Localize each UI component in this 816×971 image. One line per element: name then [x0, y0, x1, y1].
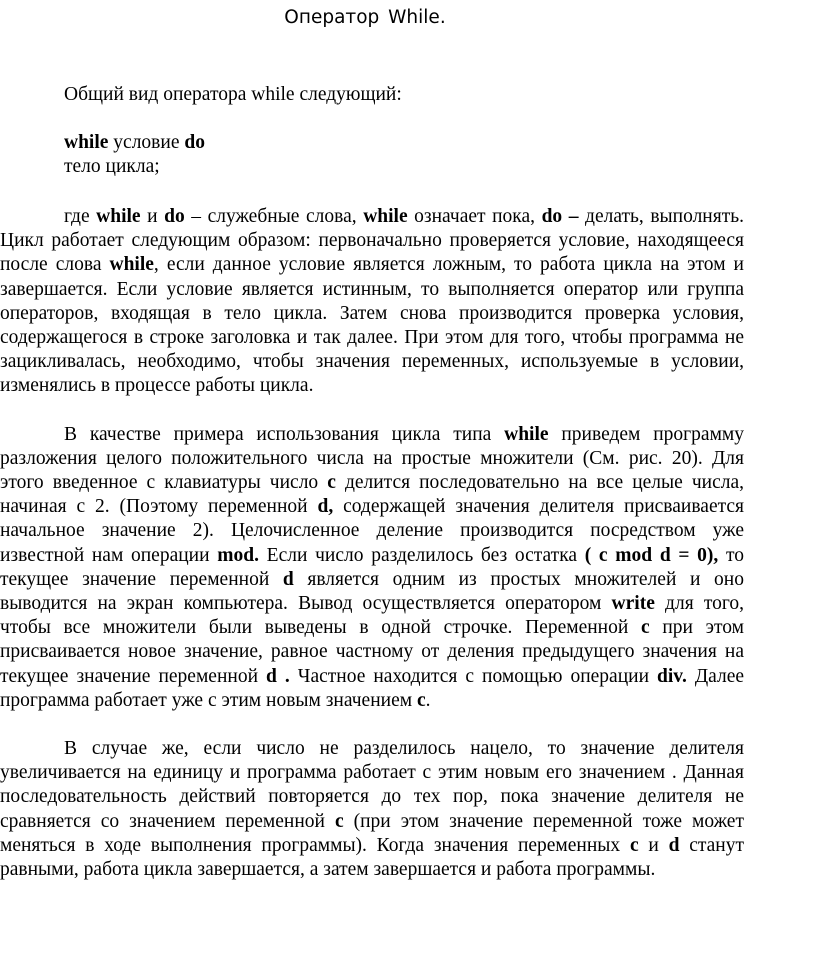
text-run: является одним из простых множителей и оно выводится на экран компьютера. Вывод осуществляется оператором: [0, 568, 744, 615]
bold-term: c: [629, 834, 639, 856]
paragraph-2: [0, 423, 744, 713]
text-run: делится последовательно на все целые числа, начиная с 2. (Поэтому переменной: [0, 472, 744, 518]
text-run: делать, выполнять. Цикл работает следующим образом: первоначально проверяется условие, находящееся после слова: [0, 206, 745, 276]
bold-term: d: [282, 568, 294, 590]
bold-term: div.: [657, 665, 687, 687]
bold-term: d: [668, 834, 680, 856]
text-run: Далее программа работает уже с этим новым значением: [0, 665, 745, 711]
text-run: Если число разделилось без остатка: [258, 544, 585, 566]
text-run: В качестве примера использования цикла типа: [64, 423, 505, 445]
bold-term: while: [96, 206, 141, 227]
bold-term: while: [109, 254, 154, 276]
text-flow: [0, 205, 744, 882]
paragraph-3: [0, 737, 744, 882]
bold-term: while: [504, 423, 549, 445]
bold-term: do: [164, 206, 185, 227]
text-run: где: [64, 206, 97, 227]
bold-term: do –: [541, 206, 579, 227]
bold-term: c: [640, 617, 650, 639]
intro-line: Общий вид оператора while следующий:: [64, 84, 402, 105]
page-title: Оператор While.: [284, 7, 446, 28]
bold-term: while: [363, 206, 408, 227]
bold-term: c: [416, 689, 426, 711]
text-run: Частное находится с помощью операции: [289, 665, 658, 687]
text-run: означает пока,: [407, 206, 542, 227]
text-run: содержащей значения делителя присваивается начальное значение 2). Целочисленное деление производится посредством уже известной нам операции: [0, 496, 744, 566]
syntax-condition: условие: [108, 132, 185, 153]
syntax-line: [64, 131, 744, 155]
text-run: для того, чтобы все множители были выведены в одной строчке. Переменной: [0, 593, 744, 639]
text-run: .: [425, 689, 431, 711]
keyword-while: while: [64, 132, 109, 153]
text-run: (при этом значение переменной тоже может меняться в ходе выполнения программы). Когда значения переменных: [0, 810, 744, 856]
bold-term: ( c mod d = 0),: [584, 544, 719, 566]
text-run: и: [140, 206, 165, 227]
bold-term: mod.: [217, 544, 259, 566]
text-run: то текущее значение переменной: [0, 544, 745, 590]
text-run: и: [638, 834, 669, 856]
keyword-do: do: [184, 132, 205, 153]
bold-term: d .: [266, 665, 290, 687]
paragraph-1: [0, 205, 744, 399]
text-run: , если данное условие является ложным, то работа цикла на этом и завершается. Если условие является истинным, то выполняется оператор или группа операторов, входящая в тело цикла. Затем снова производится проверка условия, содержащегося в строке заголовка и так далее. При этом для того, чтобы программа не зацикливалась, необходимо, чтобы значения переменных, используемые в условии, изменялись в процессе работы цикла.: [0, 254, 744, 397]
bold-term: d,: [317, 496, 334, 518]
text-run: приведем программу разложения целого положительного числа на простые множители (См. рис. 20). Для этого введенное с клавиатуры число: [0, 423, 744, 494]
bold-term: write: [611, 593, 655, 615]
bold-term: c: [334, 810, 344, 832]
bold-term: c: [327, 472, 336, 494]
text-run: станут равными, работа цикла завершается, а затем завершается и работа программы.: [0, 834, 745, 881]
text-run: – служебные слова,: [184, 206, 364, 227]
text-run: при этом присваивается новое значение, равное частному от деления предыдущего значения на текущее значение переменной: [0, 617, 744, 687]
text-run: В случае же, если число не разделилось нацело, то значение делителя увеличивается на единицу и программа работает с этим новым его значением . Данная последовательность действий повторяется до тех пор, пока значение делителя не сравняется со значением переменной: [0, 738, 744, 832]
syntax-body-line: тело цикла;: [64, 156, 160, 177]
